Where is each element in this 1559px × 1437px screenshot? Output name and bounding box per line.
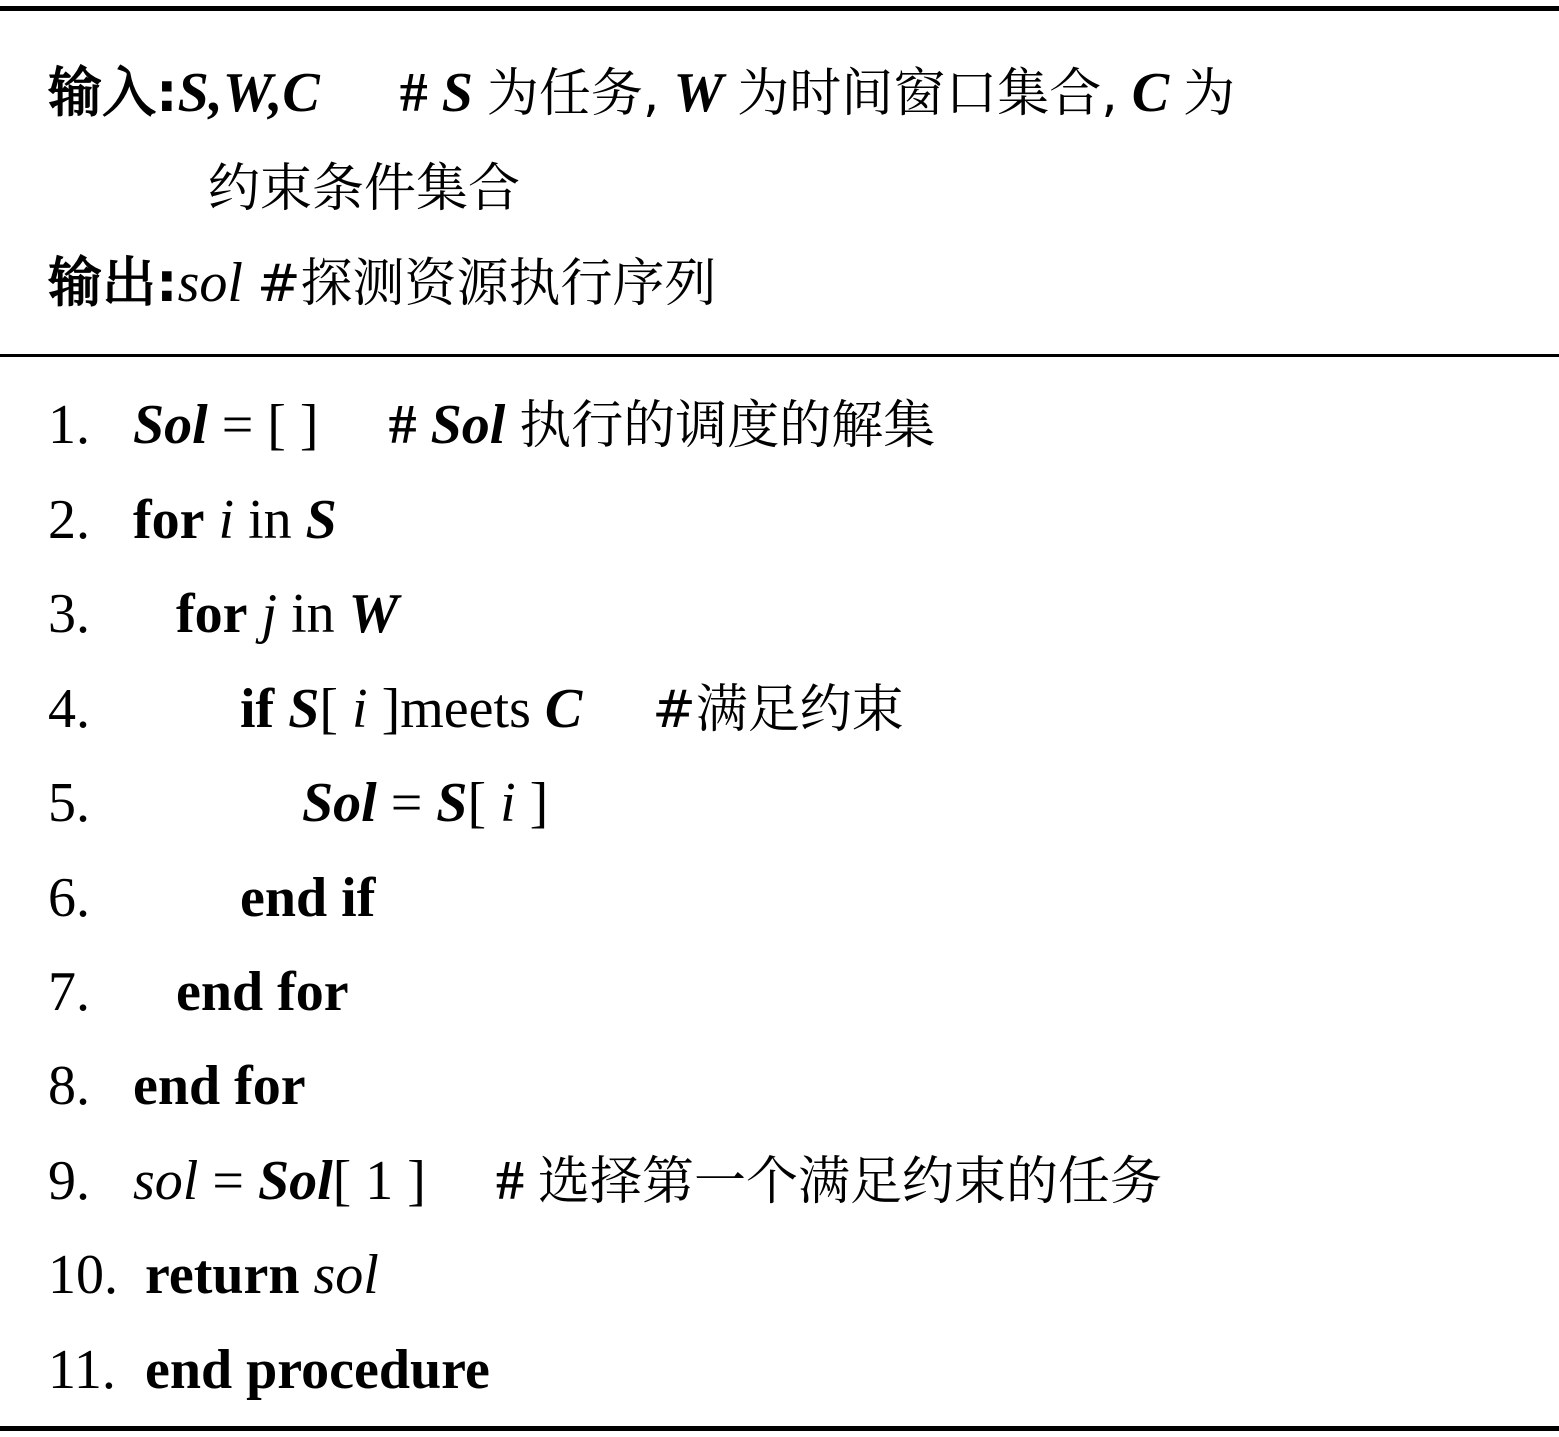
- code-token: end procedure: [145, 1339, 490, 1401]
- code-token: j: [247, 583, 278, 645]
- code-token: i: [352, 678, 368, 740]
- code-token: sol: [299, 1244, 379, 1306]
- code-token: C: [544, 678, 583, 740]
- output-comment: #探测资源执行序列: [256, 254, 717, 314]
- code-text: [302, 763, 548, 843]
- code-token: Sol: [133, 394, 208, 456]
- code-token: Sol: [302, 772, 377, 834]
- code-token: W: [348, 583, 399, 645]
- input-w: W: [673, 62, 724, 124]
- line-number: 1.: [48, 394, 90, 456]
- input-desc-2: 为时间窗口集合,: [737, 64, 1118, 124]
- code-text: [133, 385, 935, 466]
- code-token: 执行的调度的解集: [519, 396, 936, 456]
- code-token: 选择第一个满足约束的任务: [537, 1152, 1162, 1212]
- line-number: 11.: [48, 1339, 116, 1401]
- code-token: #满足约束: [652, 680, 904, 740]
- code-token: in: [234, 489, 306, 551]
- code-line: [0, 1141, 1559, 1221]
- code-token: S: [436, 772, 468, 834]
- middle-rule: [0, 354, 1559, 357]
- code-line: [0, 480, 1559, 560]
- input-s: S: [441, 62, 473, 124]
- line-number: 3.: [48, 583, 90, 645]
- output-var: sol: [177, 252, 243, 314]
- line-number: 4.: [48, 678, 90, 740]
- code-token: S: [288, 678, 320, 740]
- code-line: [0, 385, 1559, 465]
- input-comment-hash: #: [399, 62, 428, 124]
- line-number: 8.: [48, 1055, 90, 1117]
- code-token: [: [467, 772, 501, 834]
- code-token: i: [500, 772, 516, 834]
- line-number: 5.: [48, 772, 90, 834]
- code-token: = [ ]: [207, 394, 319, 456]
- output-label: 输出:: [48, 251, 178, 314]
- line-number: 2.: [48, 489, 90, 551]
- code-text: [133, 1141, 1162, 1222]
- code-token: for: [176, 583, 248, 645]
- code-token: return: [145, 1244, 300, 1306]
- code-token: ]meets: [367, 678, 545, 740]
- code-line: [0, 1235, 1559, 1315]
- code-token: Sol: [257, 1150, 333, 1212]
- code-token: in: [277, 583, 349, 645]
- code-text: [240, 669, 904, 750]
- code-token: if: [240, 678, 289, 740]
- code-line: [0, 858, 1559, 938]
- code-token: #: [388, 394, 417, 456]
- code-token: i: [204, 489, 235, 551]
- code-token: for: [133, 489, 205, 551]
- code-token: [ 1 ]: [332, 1150, 426, 1212]
- line-number: 10.: [48, 1244, 118, 1306]
- input-desc-1: 为任务,: [486, 64, 660, 124]
- output-line: [48, 243, 717, 323]
- line-number: 7.: [48, 961, 90, 1023]
- line-number: 6.: [48, 867, 90, 929]
- input-vars: S,W,C: [177, 62, 320, 124]
- code-text: [176, 574, 398, 654]
- line-number: 9.: [48, 1150, 90, 1212]
- input-c: C: [1131, 62, 1170, 124]
- code-token: S: [305, 489, 337, 551]
- input-desc-cont: 约束条件集合: [208, 159, 521, 219]
- code-text: [145, 1235, 379, 1315]
- top-rule: [0, 6, 1559, 11]
- input-desc-3: 为: [1183, 64, 1236, 124]
- code-text: [133, 1046, 306, 1126]
- code-token: =: [198, 1150, 258, 1212]
- code-text: [240, 858, 375, 938]
- code-token: end for: [133, 1055, 306, 1117]
- code-text: [176, 952, 349, 1032]
- code-text: [145, 1330, 490, 1410]
- code-line: [0, 763, 1559, 843]
- code-line: [0, 574, 1559, 654]
- code-token: end for: [176, 961, 349, 1023]
- code-token: ]: [515, 772, 549, 834]
- input-label: 输入:: [48, 61, 178, 124]
- input-continuation: [208, 148, 520, 228]
- code-text: [133, 480, 337, 560]
- code-line: [0, 1046, 1559, 1126]
- code-token: sol: [133, 1150, 199, 1212]
- code-line: [0, 952, 1559, 1032]
- code-token: Sol: [430, 394, 506, 456]
- bottom-rule: [0, 1426, 1559, 1431]
- input-line: [48, 53, 1235, 133]
- code-line: [0, 1330, 1559, 1410]
- code-token: #: [495, 1150, 524, 1212]
- code-token: end if: [240, 867, 376, 929]
- code-token: [: [319, 678, 353, 740]
- code-token: =: [376, 772, 437, 834]
- code-line: [0, 669, 1559, 749]
